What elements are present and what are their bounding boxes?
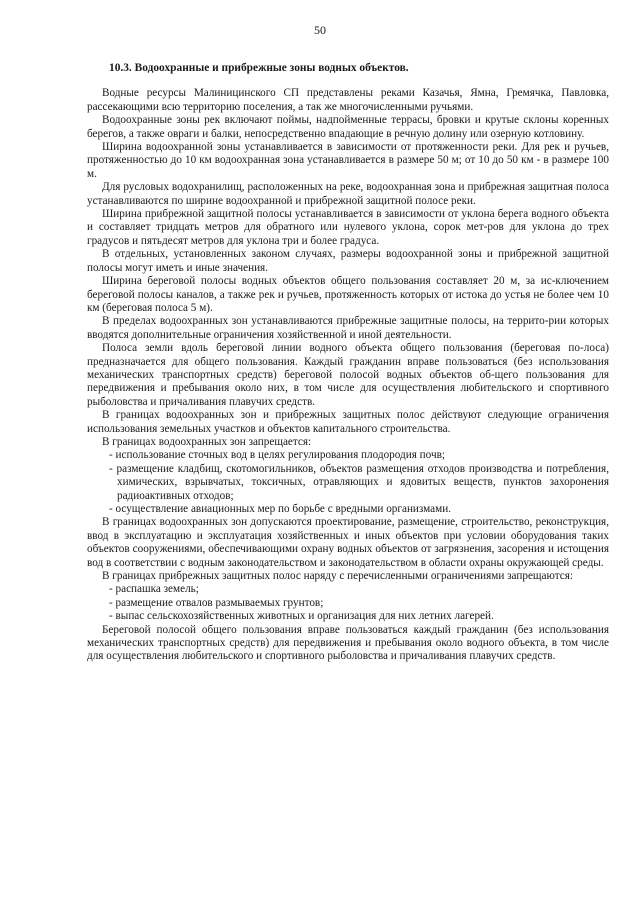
water-zone-prohibitions-list xyxy=(87,449,609,516)
paragraph: Для русловых водохранилищ, расположенных на реке, водоохранная зона и прибрежная защитная полоса устанавливаются по ширине водоохранной и прибрежной защитной полосе реки. xyxy=(87,181,609,207)
paragraph: Полоса земли вдоль береговой линии водного объекта общего пользования (береговая по-лоса) предназначается для общего пользования. Каждый гражданин вправе пользоваться (без использования механических транспортных средств) береговой полосой водных объектов об-щего пользования для передвижения и пребывания около них, в том числе для осуществления любительского и спортивного рыболовства и причаливания плавучих средств. xyxy=(87,342,609,408)
paragraph: Береговой полосой общего пользования вправе пользоваться каждый гражданин (без использования механических транспортных средств) для передвижения и пребывания около водного объекта, в том числе для осуществления любительского и спортивного рыболовства и причаливания плавучих средств. xyxy=(87,623,609,663)
paragraph: В границах водоохранных зон запрещается: xyxy=(102,435,312,448)
paragraph: В отдельных, установленных законом случаях, размеры водоохранной зоны и прибрежной защитной полосы могут иметь и иные значения. xyxy=(87,248,609,274)
list-item: - размещение кладбищ, скотомогильников, объектов размещения отходов производства и потребления, химических, взрывчатых, токсичных, отравляющих и ядовитых веществ, пунктов захоронения радиоактивных отходов; xyxy=(109,462,609,502)
page-content xyxy=(87,62,609,664)
paragraph: В границах водоохранных зон и прибрежных защитных полос действуют следующие ограничения использования земельных участков и объектов капитального строительства. xyxy=(87,409,609,435)
paragraph: Ширина береговой полосы водных объектов общего пользования составляет 20 м, за ис-ключением береговой полосы каналов, а также рек и ручьев, протяженность которых от истока до устья не более чем 10 км (береговая полоса 5 м). xyxy=(87,275,609,314)
paragraph: Ширина водоохранной зоны устанавливается в зависимости от протяженности реки. Для рек и ручьев, протяженностью до 10 км водоохранная зона устанавливается в размере 50 м; от 10 до 50 км - в размере 100 м. xyxy=(87,141,609,180)
list-item: - осуществление авиационных мер по борьбе с вредными организмами. xyxy=(109,503,452,515)
paragraph: Ширина прибрежной защитной полосы устанавливается в зависимости от уклона берега водного объекта и составляет тридцать метров для обратного или нулевого уклона, сорок мет-ров для уклона до трех градусов и пятьдесят метров для уклона три и более градуса. xyxy=(87,208,609,247)
paragraph: Водоохранные зоны рек включают поймы, надпойменные террасы, бровки и крутые склоны коренных берегов, а также овраги и балки, непосредственно впадающие в речную долину или озерную котловину. xyxy=(87,114,609,140)
list-item: - размещение отвалов размываемых грунтов; xyxy=(109,596,324,609)
list-item: - использование сточных вод в целях регулирования плодородия почв; xyxy=(109,449,445,462)
page-number: 50 xyxy=(314,23,326,37)
paragraph: В границах прибрежных защитных полос наряду с перечисленными ограничениями запрещаются: xyxy=(102,570,573,583)
paragraph: Водные ресурсы Малиницинского СП представлены реками Казачья, Ямна, Гремячка, Павловка, рассекающими всю территорию поселения, а так же многочисленными ручьями. xyxy=(87,87,609,113)
paragraph: В границах водоохранных зон допускаются проектирование, размещение, строительство, реконструкция, ввод в эксплуатацию и эксплуатация хозяйственных и иных объектов при условии оборудования таких объектов сооружениями, обеспечивающими охрану водных объектов от загрязнения, засорения и истощения вод в соответствии с водным законодательством и законодательством в области охраны окружающей среды. xyxy=(87,516,609,569)
section-heading: 10.3. Водоохранные и прибрежные зоны водных объектов. xyxy=(109,62,409,74)
list-item: - выпас сельскохозяйственных животных и организация для них летних лагерей. xyxy=(109,610,494,623)
coastal-strip-prohibitions-list xyxy=(87,583,609,623)
paragraph: В пределах водоохранных зон устанавливаются прибрежные защитные полосы, на террито-рии которых вводятся дополнительные ограничения хозяйственной и иной деятельности. xyxy=(87,315,609,341)
list-item: - распашка земель; xyxy=(109,583,199,596)
